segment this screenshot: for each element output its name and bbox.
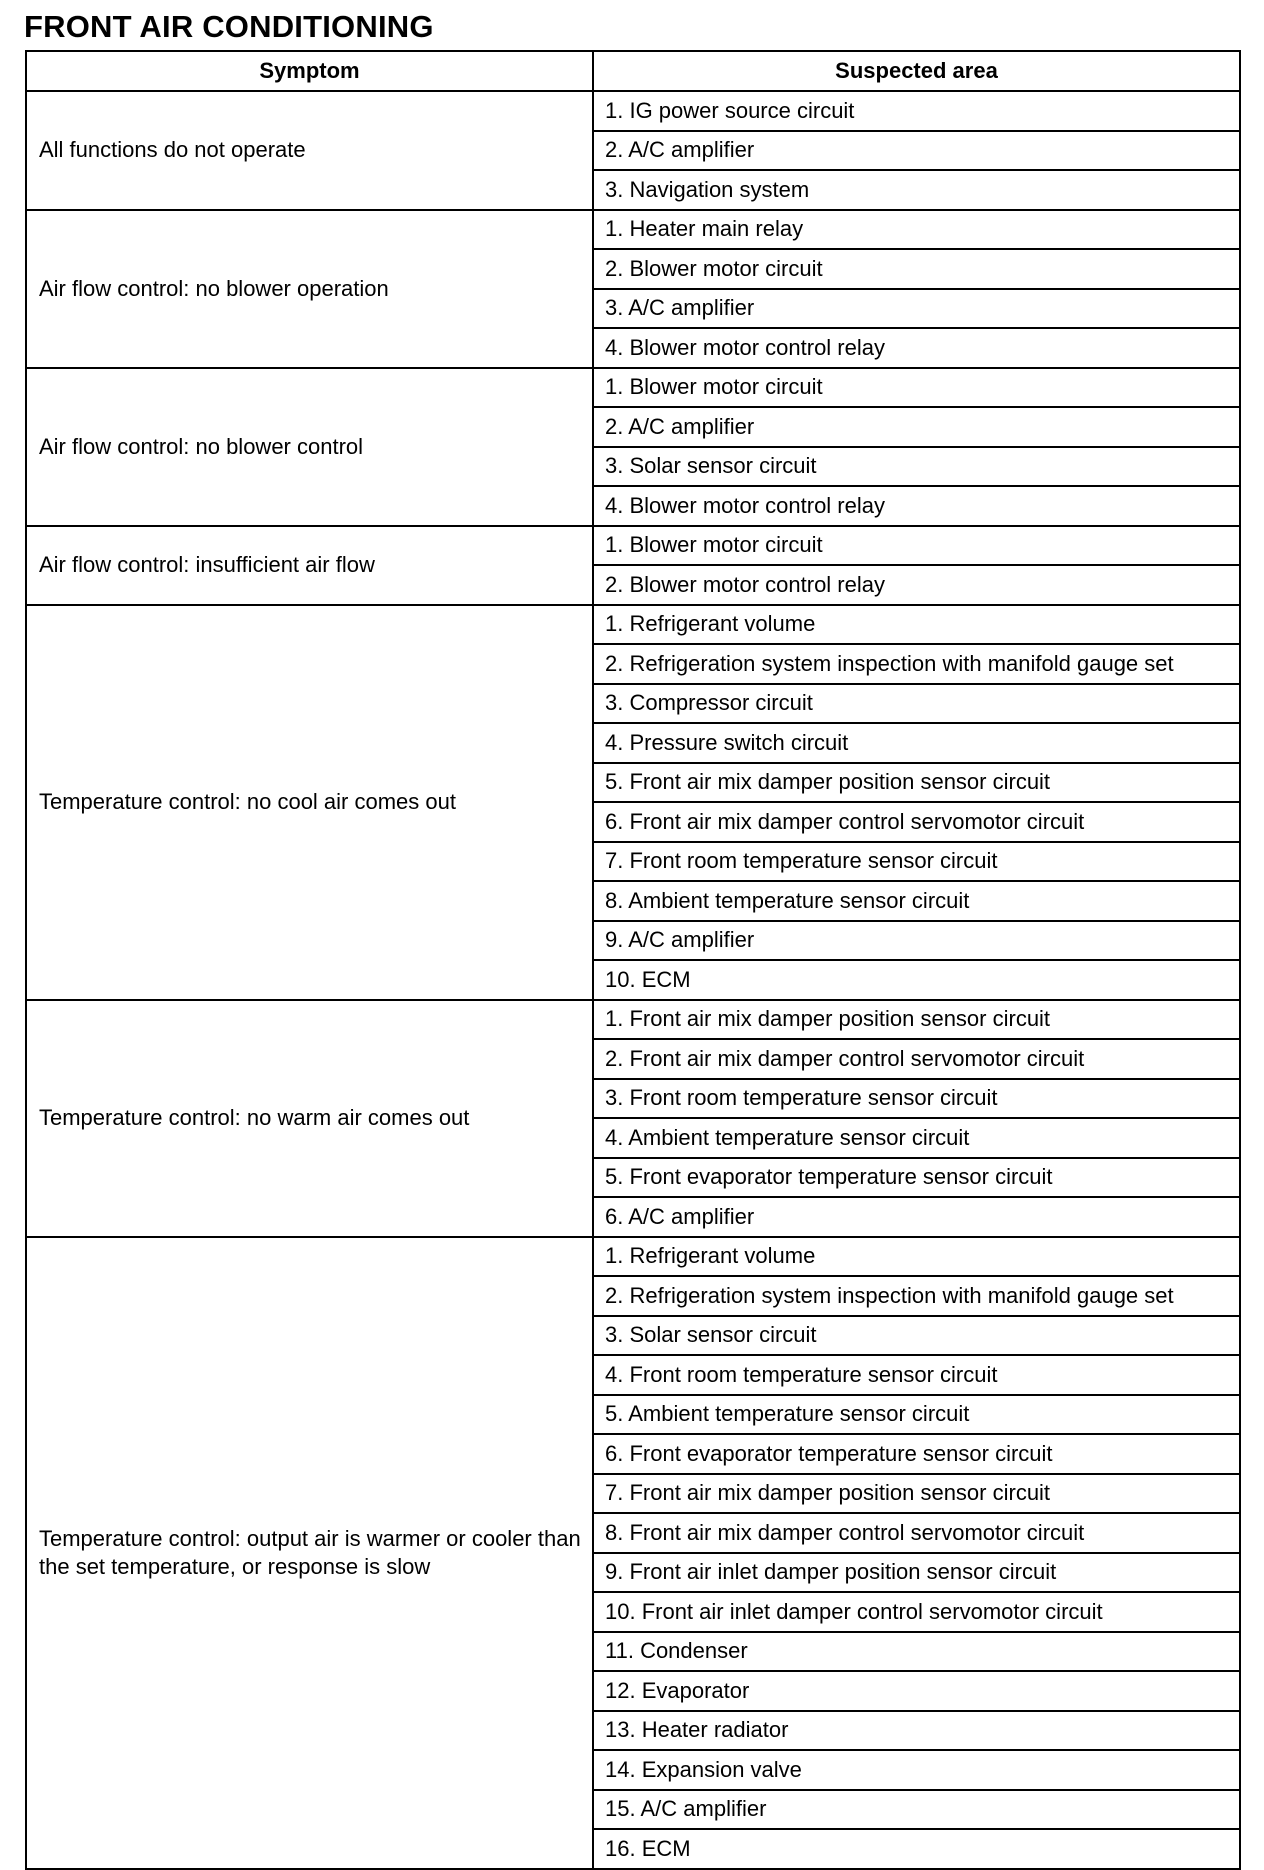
symptom-cell: Air flow control: no blower operation	[26, 210, 593, 368]
suspected-area-cell: 4. Front room temperature sensor circuit	[593, 1355, 1240, 1395]
suspected-area-cell: 2. A/C amplifier	[593, 407, 1240, 447]
table-row	[26, 605, 1240, 645]
suspected-area-cell: 12. Evaporator	[593, 1671, 1240, 1711]
suspected-area-cell: 5. Front air mix damper position sensor circuit	[593, 763, 1240, 803]
suspected-area-cell: 4. Blower motor control relay	[593, 486, 1240, 526]
suspected-area-cell: 2. Blower motor circuit	[593, 249, 1240, 289]
suspected-area-cell: 3. A/C amplifier	[593, 289, 1240, 329]
table-row	[26, 526, 1240, 566]
suspected-area-cell: 1. Heater main relay	[593, 210, 1240, 250]
suspected-area-cell: 8. Front air mix damper control servomotor circuit	[593, 1513, 1240, 1553]
suspected-area-cell: 3. Navigation system	[593, 170, 1240, 210]
suspected-area-cell: 1. Refrigerant volume	[593, 1237, 1240, 1277]
page-title: FRONT AIR CONDITIONING	[24, 9, 434, 44]
suspected-area-cell: 2. Refrigeration system inspection with manifold gauge set	[593, 1276, 1240, 1316]
suspected-area-cell: 7. Front air mix damper position sensor circuit	[593, 1474, 1240, 1514]
suspected-area-cell: 4. Pressure switch circuit	[593, 723, 1240, 763]
suspected-area-cell: 10. Front air inlet damper control servomotor circuit	[593, 1592, 1240, 1632]
suspected-area-cell: 2. A/C amplifier	[593, 131, 1240, 171]
suspected-area-cell: 11. Condenser	[593, 1632, 1240, 1672]
symptom-cell: Temperature control: no warm air comes out	[26, 1000, 593, 1237]
table-row	[26, 368, 1240, 408]
suspected-area-cell: 3. Solar sensor circuit	[593, 447, 1240, 487]
symptom-cell: Air flow control: insufficient air flow	[26, 526, 593, 605]
suspected-area-cell: 15. A/C amplifier	[593, 1790, 1240, 1830]
symptom-column-header: Symptom	[26, 51, 593, 91]
suspected-area-cell: 4. Blower motor control relay	[593, 328, 1240, 368]
suspected-area-cell: 13. Heater radiator	[593, 1711, 1240, 1751]
suspected-area-cell: 7. Front room temperature sensor circuit	[593, 842, 1240, 882]
suspected-area-cell: 1. IG power source circuit	[593, 91, 1240, 131]
suspected-area-cell: 3. Solar sensor circuit	[593, 1316, 1240, 1356]
symptom-table	[25, 50, 1241, 1870]
suspected-area-cell: 5. Ambient temperature sensor circuit	[593, 1395, 1240, 1435]
symptom-cell: Temperature control: output air is warmer or cooler than the set temperature, or response is slow	[26, 1237, 593, 1869]
suspected-area-cell: 16. ECM	[593, 1829, 1240, 1869]
table-body	[26, 91, 1240, 1869]
table-row	[26, 91, 1240, 131]
suspected-area-cell: 6. A/C amplifier	[593, 1197, 1240, 1237]
suspected-area-cell: 8. Ambient temperature sensor circuit	[593, 881, 1240, 921]
suspected-area-cell: 2. Front air mix damper control servomotor circuit	[593, 1039, 1240, 1079]
suspected-area-cell: 6. Front air mix damper control servomotor circuit	[593, 802, 1240, 842]
table-row	[26, 210, 1240, 250]
suspected-area-cell: 3. Front room temperature sensor circuit	[593, 1079, 1240, 1119]
table-row	[26, 1237, 1240, 1277]
suspected-area-cell: 2. Refrigeration system inspection with manifold gauge set	[593, 644, 1240, 684]
suspected-area-cell: 6. Front evaporator temperature sensor circuit	[593, 1434, 1240, 1474]
symptom-cell: Temperature control: no cool air comes out	[26, 605, 593, 1000]
suspected-area-cell: 1. Blower motor circuit	[593, 526, 1240, 566]
suspected-area-cell: 5. Front evaporator temperature sensor circuit	[593, 1158, 1240, 1198]
suspected-area-column-header: Suspected area	[593, 51, 1240, 91]
table-row	[26, 1000, 1240, 1040]
suspected-area-cell: 9. A/C amplifier	[593, 921, 1240, 961]
suspected-area-cell: 9. Front air inlet damper position sensor circuit	[593, 1553, 1240, 1593]
symptom-cell: Air flow control: no blower control	[26, 368, 593, 526]
suspected-area-cell: 1. Refrigerant volume	[593, 605, 1240, 645]
suspected-area-cell: 14. Expansion valve	[593, 1750, 1240, 1790]
suspected-area-cell: 10. ECM	[593, 960, 1240, 1000]
table-header-row	[26, 51, 1240, 91]
suspected-area-cell: 1. Blower motor circuit	[593, 368, 1240, 408]
suspected-area-cell: 1. Front air mix damper position sensor circuit	[593, 1000, 1240, 1040]
suspected-area-cell: 2. Blower motor control relay	[593, 565, 1240, 605]
suspected-area-cell: 3. Compressor circuit	[593, 684, 1240, 724]
symptom-cell: All functions do not operate	[26, 91, 593, 210]
suspected-area-cell: 4. Ambient temperature sensor circuit	[593, 1118, 1240, 1158]
